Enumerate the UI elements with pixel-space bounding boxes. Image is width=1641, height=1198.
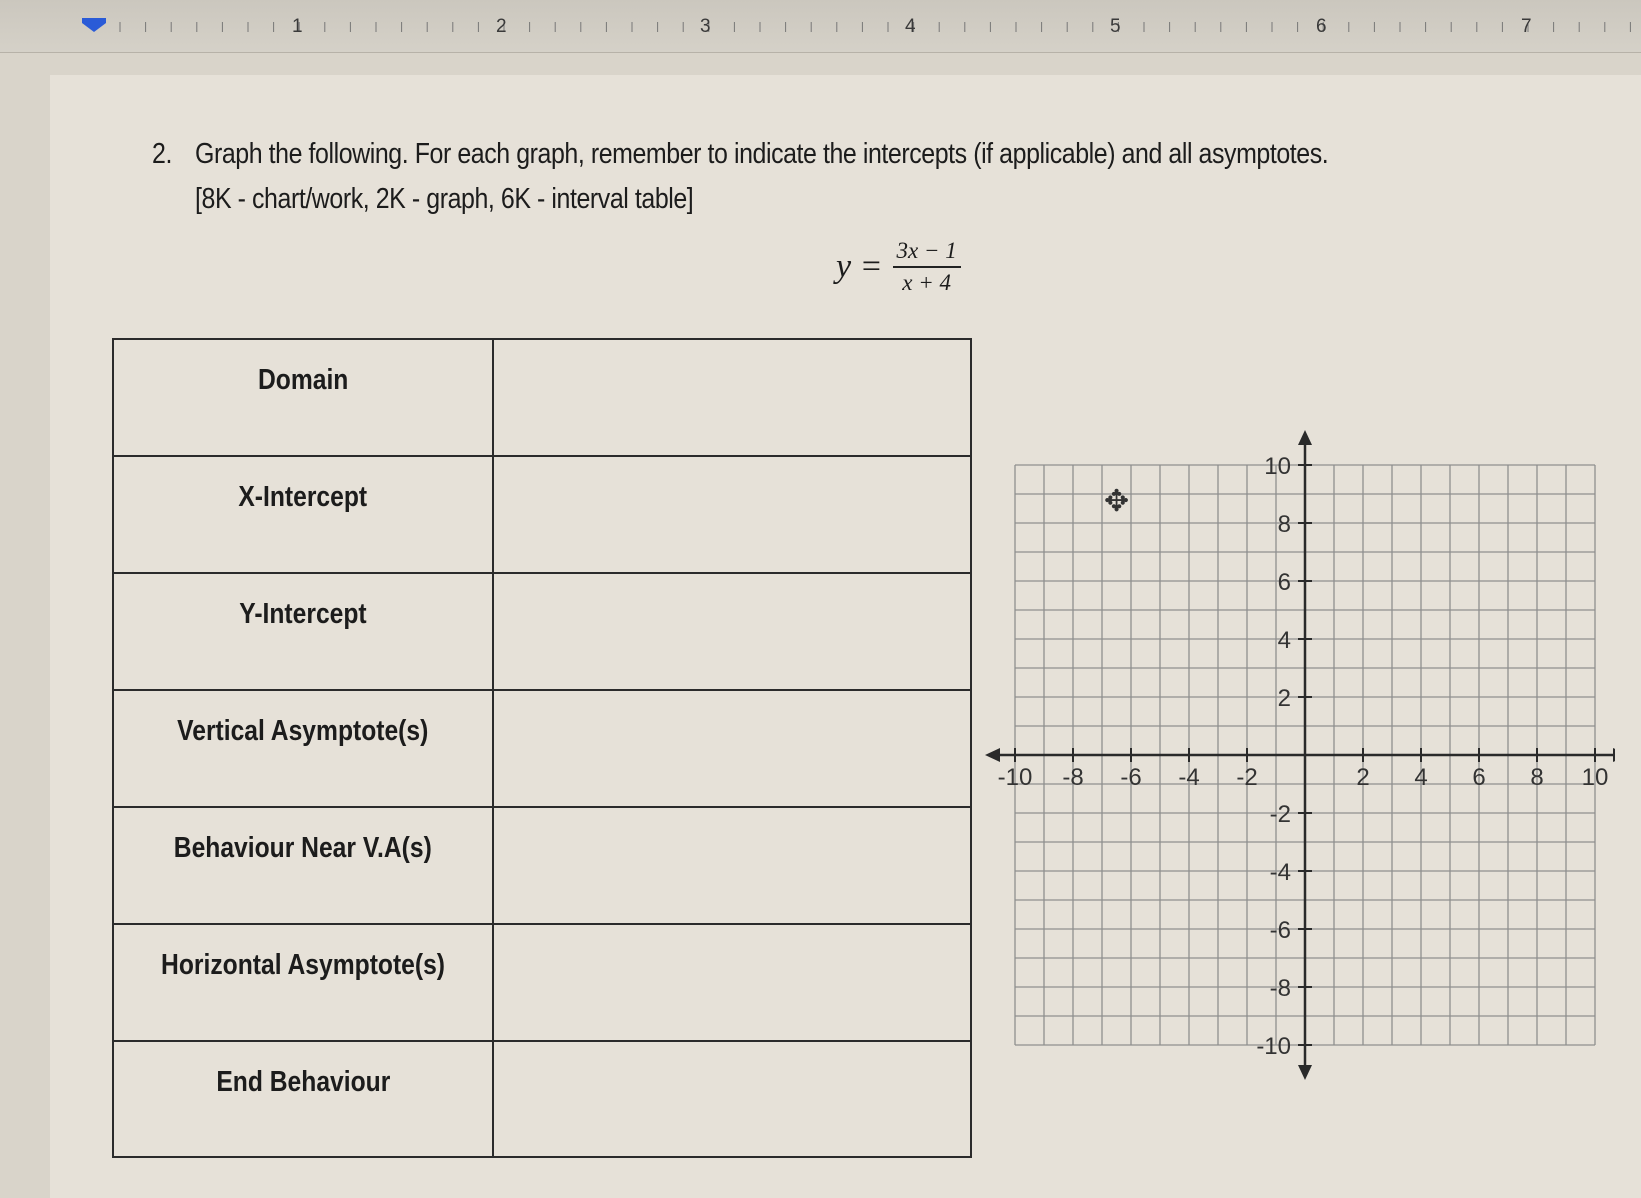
x-tick-label: 8 — [1530, 764, 1544, 791]
equation-denominator: x + 4 — [902, 270, 952, 295]
equation — [836, 238, 961, 296]
y-tick-label: 10 — [1264, 453, 1291, 480]
x-tick-label: -4 — [1178, 764, 1200, 791]
y-axis-arrow-down-icon — [1298, 1065, 1312, 1080]
question-number: 2. — [152, 138, 172, 170]
x-tick-label: -2 — [1236, 764, 1258, 791]
y-tick-label: -10 — [1256, 1033, 1291, 1060]
coordinate-grid[interactable] — [975, 420, 1615, 1100]
y-axis-arrow-up-icon — [1298, 430, 1312, 445]
y-tick-label: 6 — [1277, 569, 1291, 596]
ruler — [0, 0, 1641, 53]
question-text: Graph the following. For each graph, remember to indicate the intercepts (if applicable) and all asymptotes. — [195, 138, 1329, 170]
x-tick-label: 4 — [1414, 764, 1428, 791]
x-axis-arrow-left-icon — [985, 748, 1000, 762]
cell-x-intercept[interactable] — [494, 457, 970, 572]
question-marks: [8K - chart/work, 2K - graph, 6K - interval table] — [195, 183, 694, 215]
cell-horizontal-asymptotes[interactable] — [494, 925, 970, 1040]
table-row — [114, 457, 970, 574]
y-tick-label: -6 — [1269, 917, 1291, 944]
x-tick-label: 10 — [1581, 764, 1609, 791]
ruler-number: 4 — [905, 16, 916, 37]
row-label-domain: Domain — [114, 340, 494, 455]
equation-lhs: y = — [836, 248, 883, 285]
y-tick-label: -2 — [1269, 801, 1291, 828]
row-label-horizontal-asymptotes: Horizontal Asymptote(s) — [114, 925, 494, 1040]
cell-behaviour-near-va[interactable] — [494, 808, 970, 923]
table-row — [114, 808, 970, 925]
ruler-ticks — [0, 0, 1641, 52]
equation-fraction — [893, 238, 961, 296]
cell-y-intercept[interactable] — [494, 574, 970, 689]
table-row — [114, 691, 970, 808]
ruler-number: 6 — [1316, 16, 1327, 37]
x-axis-arrow-right-icon — [1613, 748, 1615, 762]
row-label-y-intercept: Y-Intercept — [114, 574, 494, 689]
ruler-number: 7 — [1521, 16, 1532, 37]
equation-numerator: 3x − 1 — [893, 238, 961, 268]
ruler-number: 2 — [496, 16, 507, 37]
y-tick-label: -4 — [1269, 859, 1291, 886]
question — [152, 138, 1328, 216]
table-row — [114, 1042, 970, 1157]
x-tick-label: -8 — [1062, 764, 1084, 791]
ruler-number: 3 — [700, 16, 711, 37]
y-tick-label: 4 — [1277, 627, 1291, 654]
interval-table — [112, 338, 972, 1158]
y-tick-label: -8 — [1269, 975, 1291, 1002]
x-tick-label: -10 — [997, 764, 1033, 791]
table-row — [114, 574, 970, 691]
y-tick-label: 8 — [1277, 511, 1291, 538]
x-tick-label: 2 — [1356, 764, 1370, 791]
x-tick-label: -6 — [1120, 764, 1142, 791]
row-label-behaviour-near-va: Behaviour Near V.A(s) — [114, 808, 494, 923]
x-tick-label: 6 — [1472, 764, 1486, 791]
row-label-x-intercept: X-Intercept — [114, 457, 494, 572]
table-row — [114, 925, 970, 1042]
row-label-vertical-asymptotes: Vertical Asymptote(s) — [114, 691, 494, 806]
ruler-number: 1 — [292, 16, 303, 37]
y-tick-label: 2 — [1277, 685, 1291, 712]
table-row — [114, 340, 970, 457]
cell-domain[interactable] — [494, 340, 970, 455]
cell-end-behaviour[interactable] — [494, 1042, 970, 1157]
row-label-end-behaviour: End Behaviour — [114, 1042, 494, 1157]
ruler-number: 5 — [1110, 16, 1121, 37]
move-handle-icon[interactable]: ✥ — [1104, 485, 1130, 518]
cell-vertical-asymptotes[interactable] — [494, 691, 970, 806]
